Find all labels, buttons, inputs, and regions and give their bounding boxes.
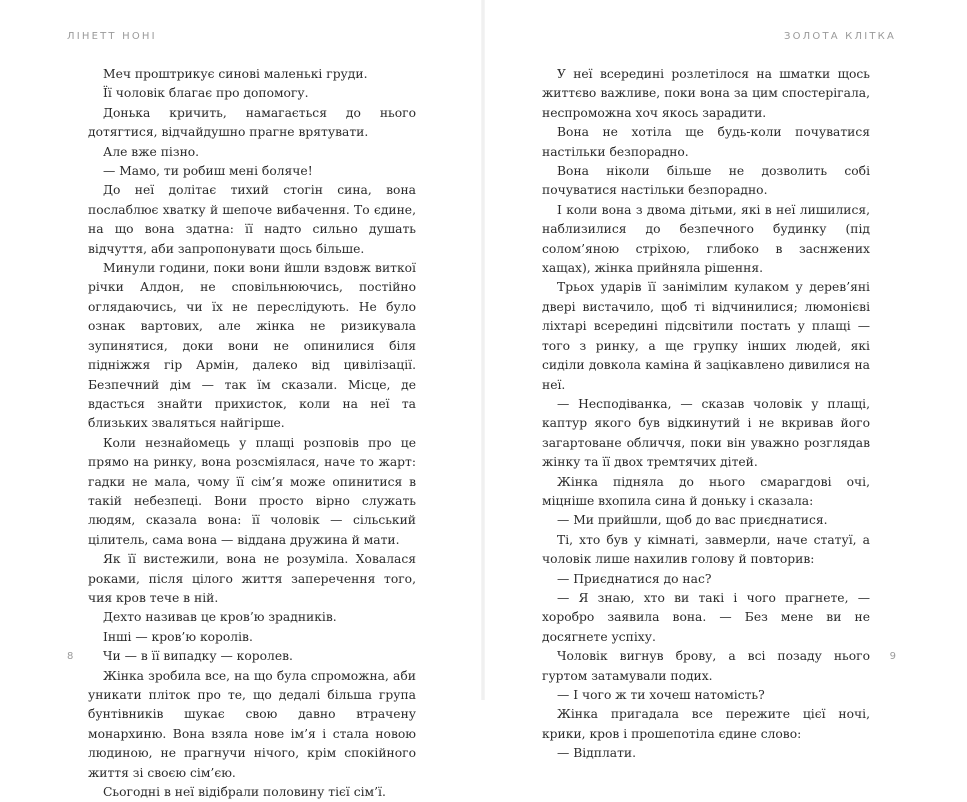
paragraph: Трьох ударів її занімілим кулаком у дерев’яні двері вистачило, щоб ті відчинилися; люмонієві ліхтарі всередині підсвітили постать у плащі — того з ринку, а ще групку інших людей, які сиділи довкола каміна й зацікавлено дивилися на неї. — [542, 280, 870, 392]
right-text-block — [542, 65, 870, 764]
running-head-author: ЛІНЕТТ НОНІ — [67, 31, 157, 42]
paragraph: Як її вистежили, вона не розуміла. Ховалася роками, після цілого життя заперечення того, чия кров тече в ній. — [88, 552, 416, 605]
paragraph: — Відплати. — [557, 746, 636, 761]
paragraph: — Несподіванка, — сказав чоловік у плащі, каптур якого був відкинутий і не вкривав його загартоване обличчя, поки він уважно розглядав жінку та її двох тремтячих дітей. — [542, 396, 870, 470]
paragraph: — Я знаю, хто ви такі і чого прагнете, — хоробро заявила вона. — Без мене ви не досягнете успіху. — [542, 590, 870, 644]
paragraph: Вона ніколи більше не дозволить собі почуватися настільки безпорадно. — [542, 164, 870, 198]
paragraph: — Мамо, ти робиш мені боляче! — [103, 164, 313, 179]
page-number-right: 9 — [889, 651, 896, 662]
paragraph: — Приєднатися до нас? — [557, 571, 712, 586]
paragraph: Чи — в її випадку — королев. — [103, 649, 293, 664]
paragraph: Вона не хотіла ще будь-коли почуватися настільки безпорадно. — [542, 125, 870, 159]
page-number-left: 8 — [67, 651, 74, 662]
paragraph: Інші — кров’ю королів. — [103, 629, 253, 644]
paragraph: — І чого ж ти хочеш натомість? — [557, 688, 765, 702]
paragraph: У неї всередині розлетілося на шматки щось життєво важливе, поки вона за цим спостерігала, неспроможна хоч якось зарадити. — [542, 67, 870, 120]
paragraph: До неї долітає тихий стогін сина, вона послаблює хватку й шепоче вибачення. То єдине, на що вона здатна: її надто сильно душать відчуття, аби запропонувати щось більше. — [88, 183, 416, 256]
paragraph: Її чоловік благає про допомогу. — [103, 86, 309, 101]
paragraph: — Ми прийшли, щоб до вас приєднатися. — [557, 513, 828, 528]
paragraph: Жінка пригадала все пережите цієї ночі, крики, кров і прошепотіла єдине слово: — [542, 707, 870, 741]
right-page — [484, 0, 967, 761]
paragraph: Жінка підняла до нього смарагдові очі, міцніше вхопила сина й доньку і сказала: — [542, 474, 870, 508]
paragraph: Чоловік вигнув брову, а всі позаду нього гуртом затамували подих. — [542, 649, 870, 683]
paragraph: Дехто називав це кров’ю зрадників. — [103, 610, 337, 625]
paragraph: І коли вона з двома дітьми, які в неї лишилися, наблизилися до безпечного будинку (під солом’яною стріхою, глибоко в заснжених хащах), жінка прийняла рішення. — [542, 202, 870, 276]
paragraph: Жінка зробила все, на що була спроможна, аби уникати пліток про те, що дедалі більша група бунтівників шукає свою давно втрачену монархиню. Вона взяла нове ім’я і стала новою людиною, не прагнучи нічого, крім спокійного життя зі своєю сім’єю. — [88, 668, 416, 780]
paragraph: Ті, хто був у кімнаті, завмерли, наче статуї, а чоловік лише нахилив голову й повторив: — [542, 532, 870, 567]
left-text-block — [88, 65, 416, 802]
left-page — [0, 0, 483, 800]
paragraph: Минули години, поки вони йшли вздовж виткої річки Алдон, не сповільнюючись, постійно оглядаючись, чи їх не переслідують. Не було ознак вартових, але жінка не ризикувала зупинятися, доки вони не опинилися біля підніжжя гір Армін, далеко від цивілізації. Безпечний дім — так їм сказали. Місце, де вдасться знайти прихисток, коли на неї та близьких зваляться найгірше. — [88, 261, 416, 431]
paragraph: Донька кричить, намагається до нього дотягтися, відчайдушно прагне врятувати. — [88, 105, 416, 140]
paragraph: Коли незнайомець у плащі розповів про це прямо на ринку, вона розсміялася, наче то жарт: гадки не мала, чому її сім’я може опинитися в такій небезпеці. Вони просто вірно служать людям, сказала вона: її чоловік — сільський цілитель, сама вона — віддана дружина й мати. — [88, 435, 416, 547]
running-head-title: ЗОЛОТА КЛІТКА — [783, 31, 896, 42]
paragraph: Але вже пізно. — [103, 144, 200, 159]
paragraph: Меч проштрикує синові маленькі груди. — [103, 67, 368, 81]
paragraph: Сьогодні в неї відібрали половину тієї сім’ї. — [103, 785, 386, 800]
